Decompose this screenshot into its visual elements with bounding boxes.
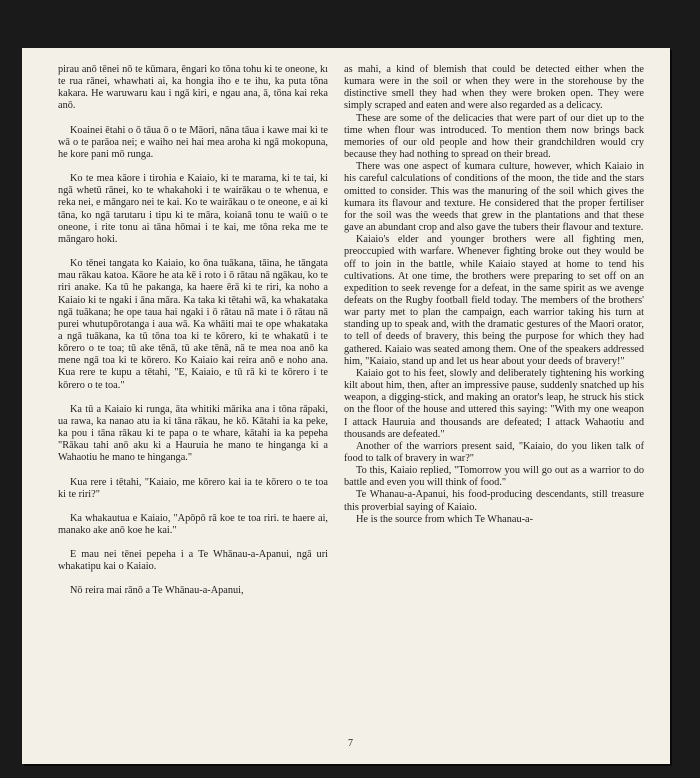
english-text-column [344,64,644,526]
paragraph: Koainei ētahi o ō tāua ō o te Māori, nāna tāua i kawe mai ki te wā o te parāoa nei; e waiho nei hai mea aroha ki ngā mokopuna, he kore pani mō runga. [58,124,328,160]
paragraph: Kaiaio's elder and younger brothers were all fighting men, preoccupied with warfare. Whenever fighting broke out they would be off to join in the battle, while Kaiaio stayed at home to tend his cultivations. At one time, the brothers were preparing to set off on an expedition to seek revenge for a defeat, in the same spirit as we avenge defeats on the Rugby football field today. The members of the brothers' war party met to plan the campaign, each warrior taking his turn at standing up to speak and, with the dramatic gestures of the Maori orator, to tell of deeds of bravery, this being the purpose for which they had gathered. Kaiaio was seated among them. One of the speakers addressed him, "Kaiaio, stand up and let us hear about your deeds of bravery!" [344,234,644,367]
paragraph: There was one aspect of kumara culture, however, which Kaiaio in his careful calculations of conditions of the moon, the tide and the stars omitted to consider. This was the manuring of the soil which gives the kumara its flavour and texture. He considered that the proper fertiliser for the soil was the weeds that grew in the plantations and that these gave an abundant crop and also gave the tubers their flavour and texture. [344,161,644,234]
paragraph: Kaiaio got to his feet, slowly and deliberately tightening his working kilt about him, then, after an impressive pause, suddenly snatched up his weapon, a digging-stick, and making an orator's leap, he struck his stick on the floor of the house and uttered this saying: "With my one weapon I attack Hauruia and thousands are defeated; I attack Wahaotiu and thousands are defeated." [344,367,644,440]
paragraph: Te Whanau-a-Apanui, his food-producing descendants, still treasure this proverbial saying of Kaiaio. [344,489,644,513]
book-page [22,48,670,764]
paragraph: To this, Kaiaio replied, "Tomorrow you will go out as a warrior to do battle and even you will think of food." [344,465,644,489]
page-number: 7 [348,738,353,749]
maori-text-column [58,64,328,610]
paragraph: Kua rere i tētahi, "Kaiaio, me kōrero kai ia te kōrero o te toa ki te riri?" [58,476,328,500]
paragraph: Nō reira mai rānō a Te Whānau-a-Apanui, [70,585,244,597]
paragraph: He is the source from which Te Whanau-a- [356,513,534,525]
paragraph: Ka tū a Kaiaio ki runga, āta whitiki mārika ana i tōna rāpaki, ua rawa, ka nanao atu ia ki tāna rākau, he kō. Kātahi ia ka peke, ka pou i tāna rākau ki te papa o te whare, kātahi ia ka pepeha "Rākau tahi anō aku ki a Hauruia he mano te hinganga ki a Wahaotiu he mano te hinganga." [58,403,328,464]
paragraph: Ko tēnei tangata ko Kaiaio, ko ōna tuākana, tāina, he tāngata mau rākau katoa. Kāore he ata kē i roto i ō rātau nā ngākau, ko te riri anake. Ka tū he pakanga, ka haere ērā ki te riri, ka noho a Kaiaio ki te ngaki i āna māra. Ka taka ki tētahi wā, ka whakataka ngā tuākana; he ope taua hai ngaki i ō rātau nā mate i ō rātau nā purei whutupōrotanga i aua wā. Ka whāiti mai te ope whakataka a ngā tuākana, ka tū tōna toa ki te kōrero, ki te whakatū i te kōrero o te toa; tū ake tēnā, tū ake tēnā, nā te mea noa anō ka mene ngā toa ki te kōrero. Ko Kaiaio kai reira anō e noho ana. Kua rere te kupu a tētahi, "E, Kaiaio, e tū rā ki te kōrero i te kōrero o te toa." [58,258,328,391]
paragraph: These are some of the delicacies that were part of our diet up to the time when flour was introduced. To mention them now brings back memories of our old people and how their grandchildren would cry because they had nothing to spread on their bread. [344,112,644,161]
paragraph: as mahi, a kind of blemish that could be detected either when the kumara were in the soil or when they were in the storehouse by the distinctive smell they had when they were broken open. They were simply scraped and eaten and were also regarded as a delicacy. [344,64,644,112]
paragraph: pirau anō tēnei nō te kūmara, ēngari ko tōna tohu ki te oneone, kı te rua rānei, whawhati ai, ka hongia iho e te ihu, ka puta tōna kakara. He waruwaru kau i ngā kiri, e ngau ana, ā, tōna kai reka anō. [58,64,328,112]
paragraph: Another of the warriors present said, "Kaiaio, do you liken talk of food to talk of bravery in war?" [344,440,644,464]
paragraph: Ko te mea kāore i tirohia e Kaiaio, ki te marama, ki te tai, ki ngā whetū rānei, ko te whakahoki i te wairākau o te whenua, e reka nei, e māngaro nei te kai. Ko te wairākau o te oneone, e ai ki tāna, ko ngā tarutaru i tipu ki te māra, koianā tonu te waiū o te oneone, i rite tonu ai tāna hōmai i te kai, me tōna reka me te māngaro hoki. [58,173,328,245]
paragraph: Ka whakautua e Kaiaio, "Apōpō rā koe te toa riri. te haere ai, manako ake anō koe he kai." [58,512,328,536]
paragraph: E mau nei tēnei pepeha i a Te Whānau-a-Apanui, ngā uri whakatipu kai o Kaiaio. [58,549,328,573]
